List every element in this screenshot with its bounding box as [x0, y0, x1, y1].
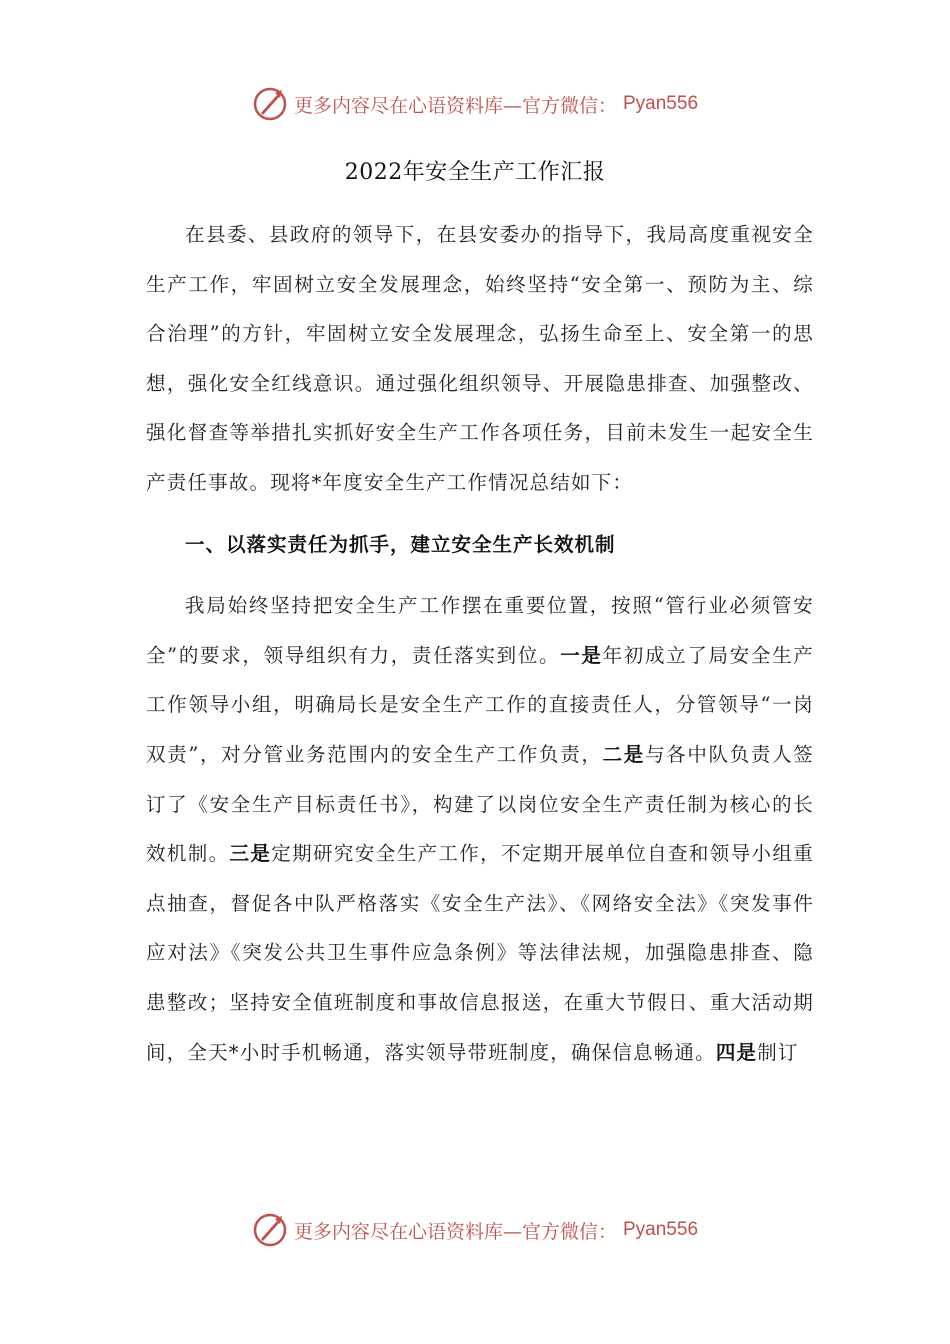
- paragraph-text: 定期研究安全生产工作，不定期开展单位自查和领导小组重点抽查，督促各中队严格落实《安全生产法》、《网络安全法》《突发事件应对法》《突发公共卫生事件应急条例》等法律法规，加强隐患排查、隐患整改；坚持安全值班制度和事故信息报送，在重大节假日、重大活动期间，全天*小时手机畅通，落实领导带班制度，确保信息畅通。: [146, 842, 814, 1064]
- footer-watermark: [0, 1212, 950, 1248]
- marker-second: 二是: [602, 742, 645, 766]
- quill-logo-icon: [252, 86, 288, 122]
- document-body: [146, 210, 814, 1077]
- paragraph-text: 制订: [757, 1040, 799, 1064]
- section-1-paragraph: [146, 581, 814, 1077]
- header-watermark: [0, 86, 950, 122]
- marker-fourth: 四是: [715, 1040, 758, 1064]
- marker-first: 一是: [560, 643, 603, 667]
- paragraph-text: 年初成立了局安全生产工作领导小组，明确局长是安全生产工作的直接责任人，分管领导“一岗双责”，对分管业务范围内的安全生产工作负责，: [146, 643, 814, 766]
- intro-paragraph: 在县委、县政府的领导下，在县安委办的指导下，我局高度重视安全生产工作，牢固树立安全发展理念，始终坚持“安全第一、预防为主、综合治理”的方针，牢固树立安全发展理念，弘扬生命至上、安全第一的思想，强化安全红线意识。通过强化组织领导、开展隐患排查、加强整改、强化督查等举措扎实抓好安全生产工作各项任务，目前未发生一起安全生产责任事故。现将*年度安全生产工作情况总结如下：: [146, 223, 814, 494]
- watermark-wechat-id: Pyan556: [623, 93, 699, 114]
- document-title: 2022年安全生产工作汇报: [344, 160, 606, 185]
- quill-logo-icon: [252, 1212, 288, 1248]
- watermark-text: 更多内容尽在心语资料库—官方微信：: [293, 94, 617, 117]
- paragraph-text: 与各中队负责人签订了《安全生产目标责任书》，构建了以岗位安全生产责任制为核心的长效机制。: [146, 742, 814, 866]
- watermark-wechat-id: Pyan556: [623, 1219, 699, 1240]
- marker-third: 三是: [229, 842, 272, 866]
- section-1-heading: 一、以落实责任为抓手，建立安全生产长效机制: [185, 532, 616, 556]
- watermark-text: 更多内容尽在心语资料库—官方微信：: [293, 1220, 617, 1243]
- paragraph-text: 我局始终坚持把安全生产工作摆在重要位置，按照“管行业必须管安全”的要求，领导组织有力，责任落实到位。: [146, 594, 814, 667]
